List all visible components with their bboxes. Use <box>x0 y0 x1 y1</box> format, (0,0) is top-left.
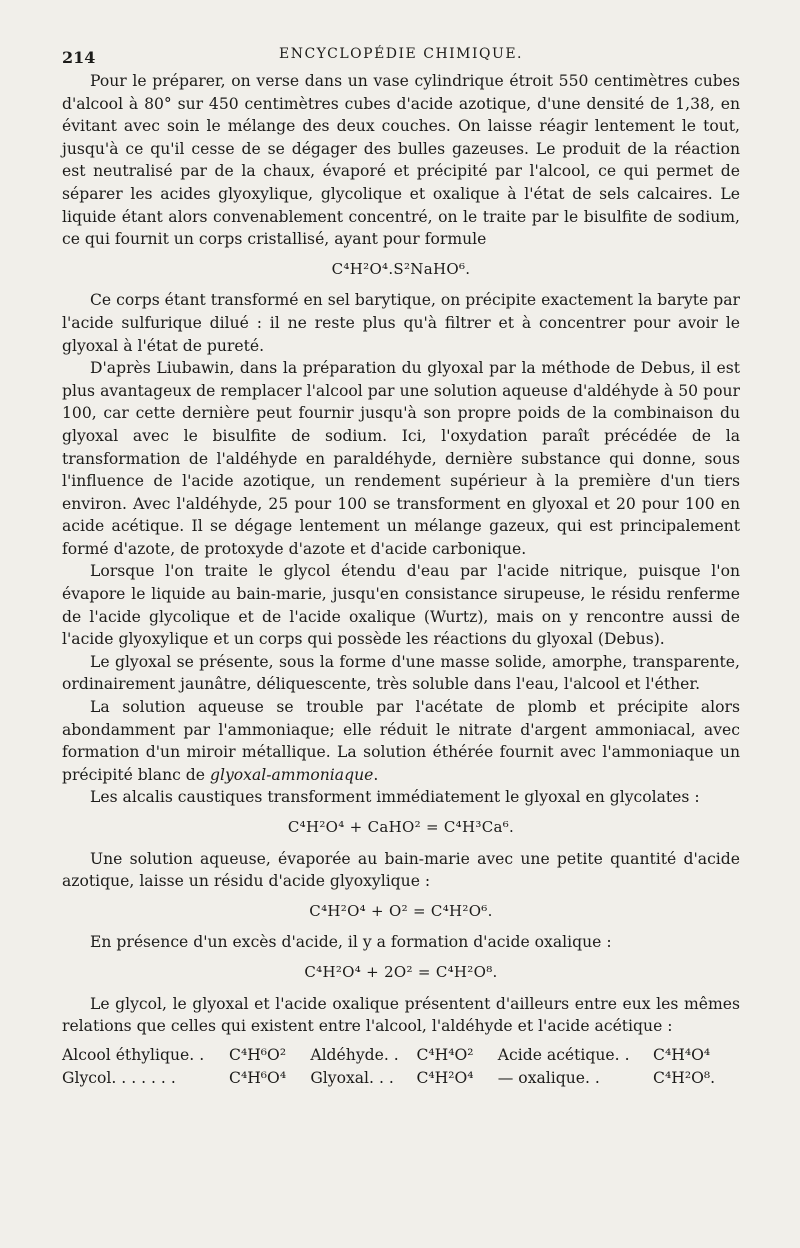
running-title: ENCYCLOPÉDIE CHIMIQUE. <box>279 46 523 62</box>
comparison-table <box>62 1044 740 1090</box>
table-cell-label: Aldéhyde. . <box>310 1045 399 1064</box>
paragraph-glycol-nitric: Lorsque l'on traite le glycol étendu d'eau par l'acide nitrique, puisque l'on évapore le liquide au bain-marie, jusqu'en consistance sirupeuse, le résidu renferme de l'acide glycolique et de l'acide oxalique (Wurtz), mais on y rencontre aussi de l'acide glyoxylique et un corps qui possède les réactions du glyoxal (Debus). <box>62 562 740 649</box>
formula-oxalic-acid: C⁴H²O⁴ + 2O² = C⁴H²O⁸. <box>304 962 498 981</box>
table-cell-label: Glycol. . . . . . . <box>62 1068 176 1087</box>
formula-glycolates: C⁴H²O⁴ + CaHO² = C⁴H³Ca⁶. <box>287 818 515 836</box>
table-cell-label: Acide acétique. . <box>497 1045 630 1064</box>
table-cell-formula: C⁴H⁴O² <box>416 1045 474 1064</box>
table-cell-formula: C⁴H²O⁴ <box>416 1068 474 1087</box>
paragraph-preparation: Pour le préparer, on verse dans un vase cylindrique étroit 550 centimètres cubes d'alcool à 80° sur 450 centimètres cubes d'acide azotique, d'une densité de 1,38, en évitant avec soin le mélange des deux couches. On laisse réagir lentement le tout, jusqu'à ce qu'il cesse de se dégager des bulles gazeuses. Le produit de la réaction est neutralisé par de la chaux, évaporé et précipité par l'alcool, ce qui permet de séparer les acides glyoxylique, glycolique et oxalique à l'état de sels calcaires. Le liquide étant alors convenablement concentré, on le traite par le bisulfite de sodium, ce qui fournit un corps cristallisé, ayant pour formule <box>62 72 740 249</box>
page-header <box>62 44 740 70</box>
paragraph-aqueous-solution <box>62 696 740 786</box>
table-row <box>62 1067 740 1090</box>
paragraph-caustic-alkalis: Les alcalis caustiques transforment immédiatement le glyoxal en glycolates : <box>90 788 700 807</box>
table-cell-formula: C⁴H²O⁸. <box>653 1068 716 1087</box>
aqueous-solution-end: . <box>373 765 379 784</box>
aqueous-solution-text: La solution aqueuse se trouble par l'acétate de plomb et précipite alors abondamment par l'ammoniaque; elle réduit le nitrate d'argent ammoniacal, avec formation d'un miroir métallique. La solution éthérée fournit avec l'ammoniaque un précipité blanc de <box>62 698 740 784</box>
table-cell-formula: C⁴H⁶O² <box>229 1045 287 1064</box>
paragraph-baryte: Ce corps étant transformé en sel barytique, on précipite exactement la baryte par l'acide sulfurique dilué : il ne reste plus qu'à filtrer et à concentrer pour avoir le glyoxal à l'état de pureté. <box>62 291 740 355</box>
document-page <box>62 44 740 1090</box>
paragraph-glyoxal-properties: Le glyoxal se présente, sous la forme d'une masse solide, amorphe, transparente, ordinairement jaunâtre, déliquescente, très soluble dans l'eau, l'alcool et l'éther. <box>62 652 740 694</box>
table-cell-formula: C⁴H⁶O⁴ <box>229 1068 287 1087</box>
table-cell-label: Alcool éthylique. . <box>62 1045 205 1064</box>
table-cell-label: Glyoxal. . . <box>310 1068 394 1087</box>
table-cell-formula: C⁴H⁴O⁴ <box>653 1045 711 1064</box>
paragraph-liubawin: D'après Liubawin, dans la préparation du glyoxal par la méthode de Debus, il est plus avantageux de remplacer l'alcool par une solution aqueuse d'aldéhyde à 50 pour 100, car cette dernière peut fournir jusqu'à son propre poids de la combinaison du glyoxal avec le bisulfite de sodium. Ici, l'oxydation paraît précédée de la transformation de l'aldéhyde en paraldéhyde, dernière substance qui donne, sous l'influence de l'acide azotique, un rendement supérieur à la première d'un tiers environ. Avec l'aldéhyde, 25 pour 100 se transforment en glyoxal et 20 pour 100 en acide acétique. Il se dégage lentement un mélange gazeux, qui est principalement formé d'azote, de protoxyde d'azote et d'acide carbonique. <box>62 359 740 558</box>
table-row <box>62 1044 740 1067</box>
paragraph-glyoxylic-residue: Une solution aqueuse, évaporée au bain-marie avec une petite quantité d'acide azotique, laisse un résidu d'acide glyoxylique : <box>62 849 740 891</box>
formula-glyoxylic-acid: C⁴H²O⁴ + O² = C⁴H²O⁶. <box>309 901 493 920</box>
paragraph-relations: Le glycol, le glyoxal et l'acide oxalique présentent d'ailleurs entre eux les mêmes relations que celles qui existent entre l'alcool, l'aldéhyde et l'acide acétique : <box>62 994 740 1036</box>
page-number: 214 <box>62 48 96 67</box>
glyoxal-ammoniaque-term: glyoxal-ammoniaque <box>209 765 374 784</box>
paragraph-oxalic-formation: En présence d'un excès d'acide, il y a formation d'acide oxalique : <box>90 933 612 952</box>
body-text <box>62 70 740 1090</box>
table-cell-label: — oxalique. . <box>497 1068 600 1087</box>
formula-bisulfite-compound: C⁴H²O⁴.S²NaHO⁶. <box>331 259 471 278</box>
